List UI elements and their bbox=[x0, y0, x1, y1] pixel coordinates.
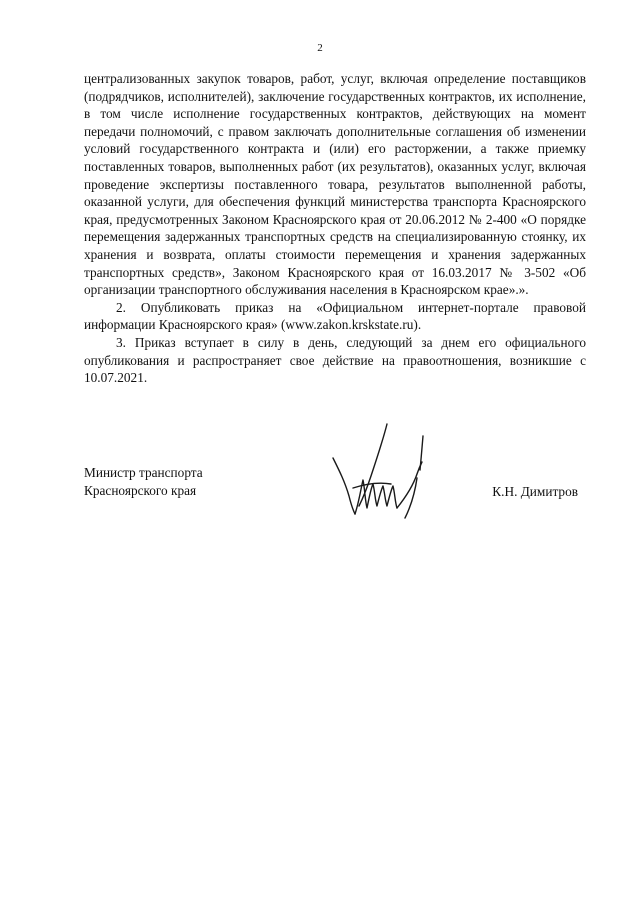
handwritten-signature bbox=[325, 418, 445, 528]
paragraph-item-2: 2. Опубликовать приказ на «Официальном интернет-портале правовой информации Красноярского края» (www.zakon.krskstate.ru). bbox=[84, 299, 586, 333]
signer-title-line1: Министр транспорта bbox=[84, 465, 203, 480]
signer-title-line2: Красноярского края bbox=[84, 482, 197, 498]
page-number: 2 bbox=[317, 42, 323, 54]
document-body bbox=[84, 70, 586, 387]
paragraph-continuation: централизованных закупок товаров, работ, услуг, включая определение поставщиков (подрядчиков, исполнителей), заключение государственных контрактов, их исполнение, в том числе исполнение государственных контрактов, действующих на момент передачи полномочий, с правом заключать дополнительные соглашения об изменении условий государственного контракта и (или) его расторжении, а также приемку поставленных товаров, выполненных работ (их результатов), оказанных услуг, включая проведение экспертизы поставленного товара, результатов выполненной работы, оказанной услуги, для обеспечения функций министерства транспорта Красноярского края, предусмотренных Законом Красноярского края от 20.06.2012 № 2-400 «О порядке перемещения задержанных транспортных средств на специализированную стоянку, их хранения и возврата, оплаты стоимости перемещения и хранения задержанных транспортных средств», Законом Красноярского края от 16.03.2017 № 3-502 «Об организации транспортного обслуживания населения в Красноярском крае».». bbox=[84, 71, 586, 298]
signer-name: К.Н. Димитров bbox=[492, 484, 578, 499]
paragraph-item-3: 3. Приказ вступает в силу в день, следующий за днем его официального опубликования и распространяет свое действие на правоотношения, возникшие с 10.07.2021. bbox=[84, 334, 586, 386]
signer-title bbox=[84, 464, 203, 499]
